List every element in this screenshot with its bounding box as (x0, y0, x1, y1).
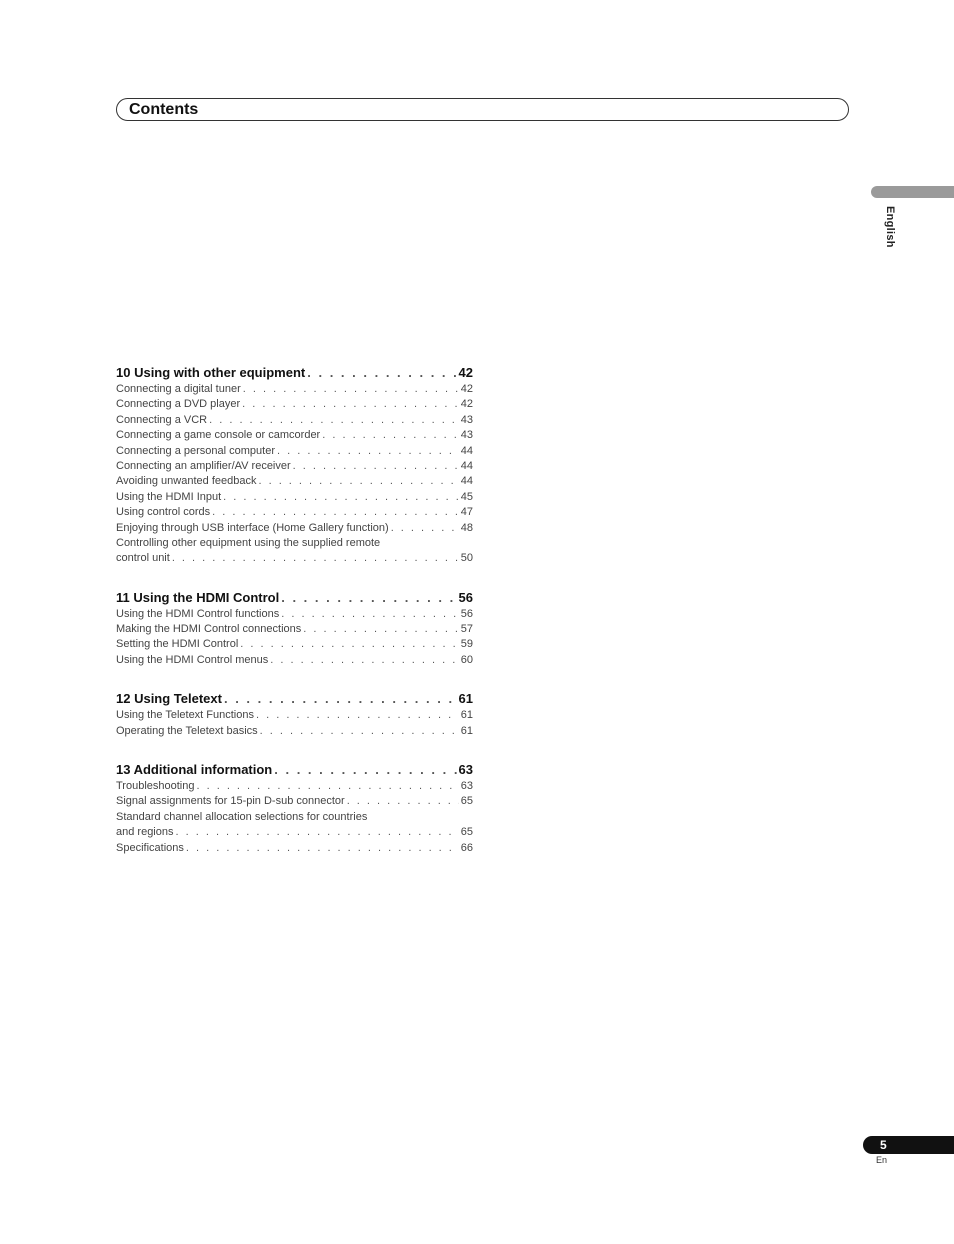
entry-title: Using control cords (116, 506, 211, 519)
entry-title: Using the HDMI Input (116, 490, 222, 503)
dot-leader (281, 607, 459, 622)
entry-title: Enjoying through USB interface (Home Gallery function) (116, 521, 389, 534)
toc-entry (116, 413, 473, 428)
dot-leader (281, 589, 456, 607)
toc-entry (116, 444, 473, 459)
entry-title: Using the HDMI Control functions (116, 607, 280, 620)
dot-leader (172, 551, 459, 566)
toc-entry (116, 551, 473, 566)
entry-page: 61 (460, 724, 473, 737)
dot-leader (240, 637, 458, 652)
dot-leader (307, 364, 456, 382)
page-number: 5 (880, 1138, 887, 1152)
dot-leader (277, 444, 459, 459)
entry-title: Connecting a VCR (116, 413, 208, 426)
table-of-contents (116, 364, 473, 878)
entry-page: 61 (460, 709, 473, 722)
entry-page: 44 (460, 475, 473, 488)
entry-page: 50 (460, 552, 473, 565)
entry-page: 45 (460, 490, 473, 503)
entry-title: Controlling other equipment using the supplied remote (116, 536, 381, 549)
toc-entry-line (116, 536, 473, 551)
section-title: 11 Using the HDMI Control (116, 589, 280, 605)
entry-page: 44 (460, 459, 473, 472)
entry-page: 57 (460, 623, 473, 636)
page-language-suffix: En (876, 1155, 888, 1165)
dot-leader (186, 841, 459, 856)
entry-page: 42 (460, 383, 473, 395)
dot-leader (260, 724, 459, 739)
toc-entry (116, 794, 473, 809)
entry-title: Connecting a DVD player (116, 398, 241, 411)
entry-page: 42 (460, 398, 473, 411)
entry-title: Using the Teletext Functions (116, 709, 254, 722)
toc-entry (116, 521, 473, 536)
entry-title: Making the HDMI Control connections (116, 623, 302, 636)
toc-section (116, 589, 473, 669)
dot-leader (258, 474, 458, 489)
entry-title-continued: control unit (116, 552, 170, 565)
toc-entry (116, 397, 473, 412)
dot-leader (223, 490, 459, 505)
toc-entry (116, 607, 473, 622)
toc-entry (116, 622, 473, 637)
entry-page: 48 (460, 521, 473, 534)
entry-page: 43 (460, 429, 473, 442)
entry-title: Connecting a game console or camcorder (116, 429, 321, 442)
entry-page: 65 (460, 826, 473, 839)
toc-entry (116, 841, 473, 856)
entry-title-continued: and regions (116, 826, 174, 839)
toc-entry (116, 490, 473, 505)
dot-leader (347, 794, 459, 809)
section-page: 42 (458, 365, 473, 380)
section-page: 61 (458, 691, 473, 707)
page-number-tab (863, 1136, 954, 1154)
entry-title: Connecting a digital tuner (116, 383, 241, 395)
toc-entry (116, 653, 473, 668)
section-heading (116, 364, 473, 382)
toc-entry-line (116, 810, 473, 825)
dot-leader (243, 382, 459, 397)
entry-page: 47 (460, 506, 473, 519)
toc-entry (116, 637, 473, 652)
toc-entry (116, 708, 473, 723)
entry-page: 63 (460, 780, 473, 793)
entry-title: Standard channel allocation selections for countries (116, 810, 368, 823)
entry-page: 43 (460, 413, 473, 426)
section-heading (116, 589, 473, 607)
entry-page: 66 (460, 841, 473, 854)
entry-title: Signal assignments for 15-pin D-sub connector (116, 795, 345, 808)
dot-leader (303, 622, 459, 637)
section-page: 56 (458, 589, 473, 605)
page-title: Contents (129, 101, 199, 118)
contents-header-bar (116, 98, 849, 121)
section-title: 10 Using with other equipment (116, 365, 306, 380)
toc-entry (116, 474, 473, 489)
entry-page: 65 (460, 795, 473, 808)
entry-title: Specifications (116, 841, 184, 854)
toc-section (116, 690, 473, 739)
language-label: English (884, 206, 896, 248)
entry-page: 44 (460, 444, 473, 457)
section-title: 13 Additional information (116, 762, 273, 778)
toc-entry (116, 825, 473, 840)
entry-page: 59 (460, 638, 473, 651)
dot-leader (176, 825, 459, 840)
entry-title: Setting the HDMI Control (116, 638, 239, 651)
section-heading (116, 690, 473, 708)
dot-leader (242, 397, 459, 412)
toc-section (116, 761, 473, 856)
toc-entry (116, 459, 473, 474)
language-tab (871, 186, 954, 198)
entry-title: Connecting an amplifier/AV receiver (116, 459, 291, 472)
entry-page: 60 (460, 653, 473, 666)
entry-title: Avoiding unwanted feedback (116, 475, 257, 488)
section-title: 12 Using Teletext (116, 691, 222, 707)
dot-leader (209, 413, 459, 428)
toc-entry (116, 505, 473, 520)
toc-entry (116, 382, 473, 397)
dot-leader (196, 779, 458, 794)
entry-title: Connecting a personal computer (116, 444, 275, 457)
entry-title: Operating the Teletext basics (116, 724, 258, 737)
dot-leader (270, 653, 459, 668)
dot-leader (391, 521, 459, 536)
toc-entry (116, 724, 473, 739)
section-heading (116, 761, 473, 779)
dot-leader (224, 690, 457, 708)
entry-title: Troubleshooting (116, 780, 195, 793)
dot-leader (274, 761, 456, 779)
entry-page: 56 (460, 607, 473, 620)
dot-leader (212, 505, 459, 520)
toc-entry (116, 428, 473, 443)
dot-leader (256, 708, 459, 723)
dot-leader (322, 428, 459, 443)
dot-leader (293, 459, 459, 474)
entry-title: Using the HDMI Control menus (116, 653, 269, 666)
toc-section (116, 364, 473, 567)
toc-entry (116, 779, 473, 794)
section-page: 63 (458, 762, 473, 778)
